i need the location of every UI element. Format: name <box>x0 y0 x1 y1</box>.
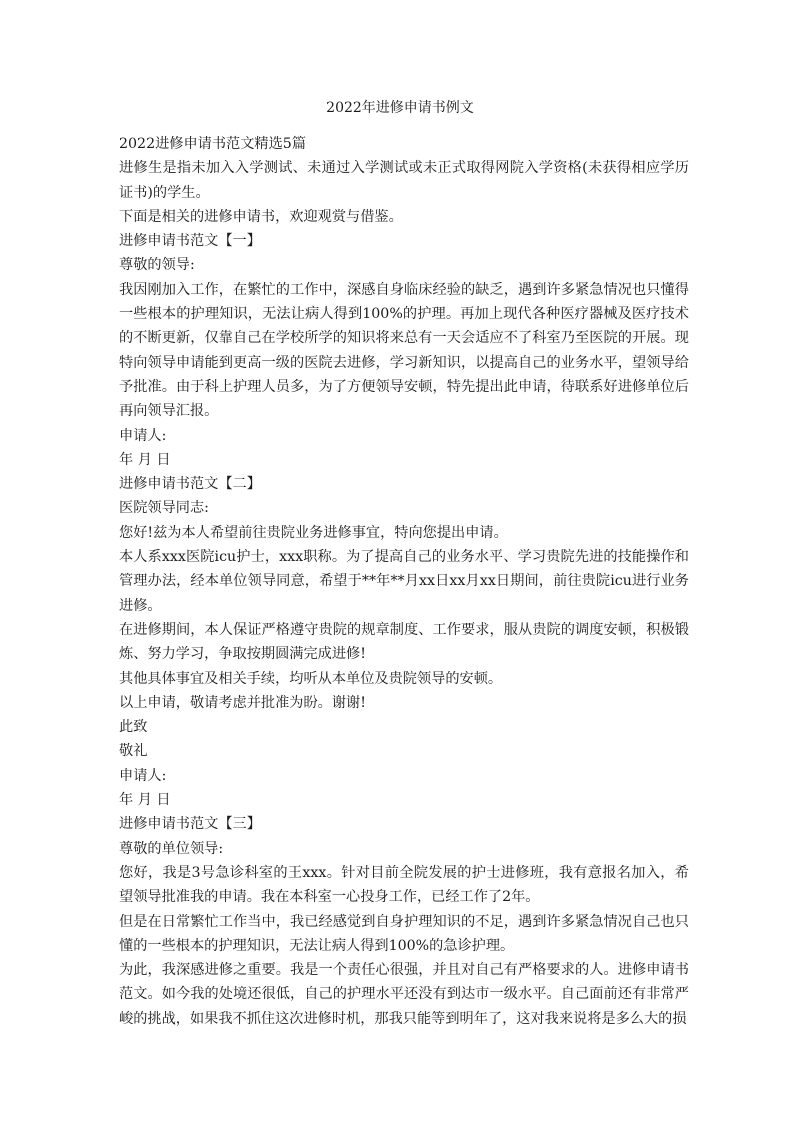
paragraph: 为此，我深感进修之重要。我是一个责任心很强，并且对自己有严格要求的人。进修申请书范文。如今我的处境还很低，自己的护理水平还没有到达市一级水平。自己面前还有非常严峻的挑战，如果我不抓住这次进修时机，那我只能等到明年了，这对我来说将是多么大的损 <box>119 962 689 1027</box>
salutation: 尊敬的领导: <box>119 257 195 274</box>
signature-label: 申请人: <box>119 427 167 444</box>
paragraph: 其他具体事宜及相关手续，均听从本单位及贵院领导的安顿。 <box>119 670 503 687</box>
date-line: 年 月 日 <box>119 451 171 468</box>
section-heading: 进修申请书范文【二】 <box>119 476 261 493</box>
paragraph: 以上申请，敬请考虑并批准为盼。谢谢! <box>119 694 366 711</box>
signature-label: 申请人: <box>119 767 167 784</box>
paragraph: 但是在日常繁忙工作当中，我已经感觉到自身护理知识的不足，遇到许多紧急情况自己也只懂的一些根本的护理知识，无法让病人得到100%的急诊护理。 <box>119 913 689 954</box>
paragraph: 进修生是指未加入入学测试、未通过入学测试或未正式取得网院入学资格(未获得相应学历证书)的学生。 <box>119 160 689 201</box>
paragraph: 您好!兹为本人希望前往贵院业务进修事宜，特向您提出申请。 <box>119 524 508 541</box>
paragraph: 您好，我是3号急诊科室的王xxx。针对目前全院发展的护士进修班，我有意报名加入，希望领导批准我的申请。我在本科室一心投身工作，已经工作了2年。 <box>119 864 689 906</box>
document-title: 2022年进修申请书例文 <box>326 100 474 116</box>
subtitle: 2022进修申请书范文精选5篇 <box>119 136 307 152</box>
paragraph: 在进修期间，本人保证严格遵守贵院的规章制度、工作要求，服从贵院的调度安顿，积极锻炼、努力学习，争取按期圆满完成进修! <box>119 621 689 663</box>
paragraph: 本人系xxx医院icu护士，xxx职称。为了提高自己的业务水平、学习贵院先进的技能操作和管理办法，经本单位领导同意，希望于**年**月xx日xx月xx日期间，前往贵院icu进行业务进修。 <box>119 549 689 614</box>
paragraph: 我因刚加入工作，在繁忙的工作中，深感自身临床经验的缺乏，遇到许多紧急情况也只懂得一些根本的护理知识，无法让病人得到100%的护理。再加上现代各种医疗器械及医疗技术的不断更新，仅靠自己在学校所学的知识将来总有一天会适应不了科室乃至医院的开展。现特向领导申请能到更高一级的医院去进修，学习新知识，以提高自己的业务水平，望领导给予批准。由于科上护理人员多，为了方便领导安顿，特先提出此申请，待联系好进修单位后再向领导汇报。 <box>119 281 689 420</box>
salutation: 尊敬的单位领导: <box>119 840 224 857</box>
closing-line: 敬礼 <box>119 743 148 760</box>
salutation: 医院领导同志: <box>119 500 209 517</box>
paragraph: 下面是相关的进修申请书，欢迎观赏与借鉴。 <box>119 208 403 225</box>
section-heading: 进修申请书范文【一】 <box>119 233 261 250</box>
closing-line: 此致 <box>119 719 148 736</box>
section-heading: 进修申请书范文【三】 <box>119 816 261 833</box>
document-body <box>119 132 689 1031</box>
date-line: 年 月 日 <box>119 792 171 809</box>
